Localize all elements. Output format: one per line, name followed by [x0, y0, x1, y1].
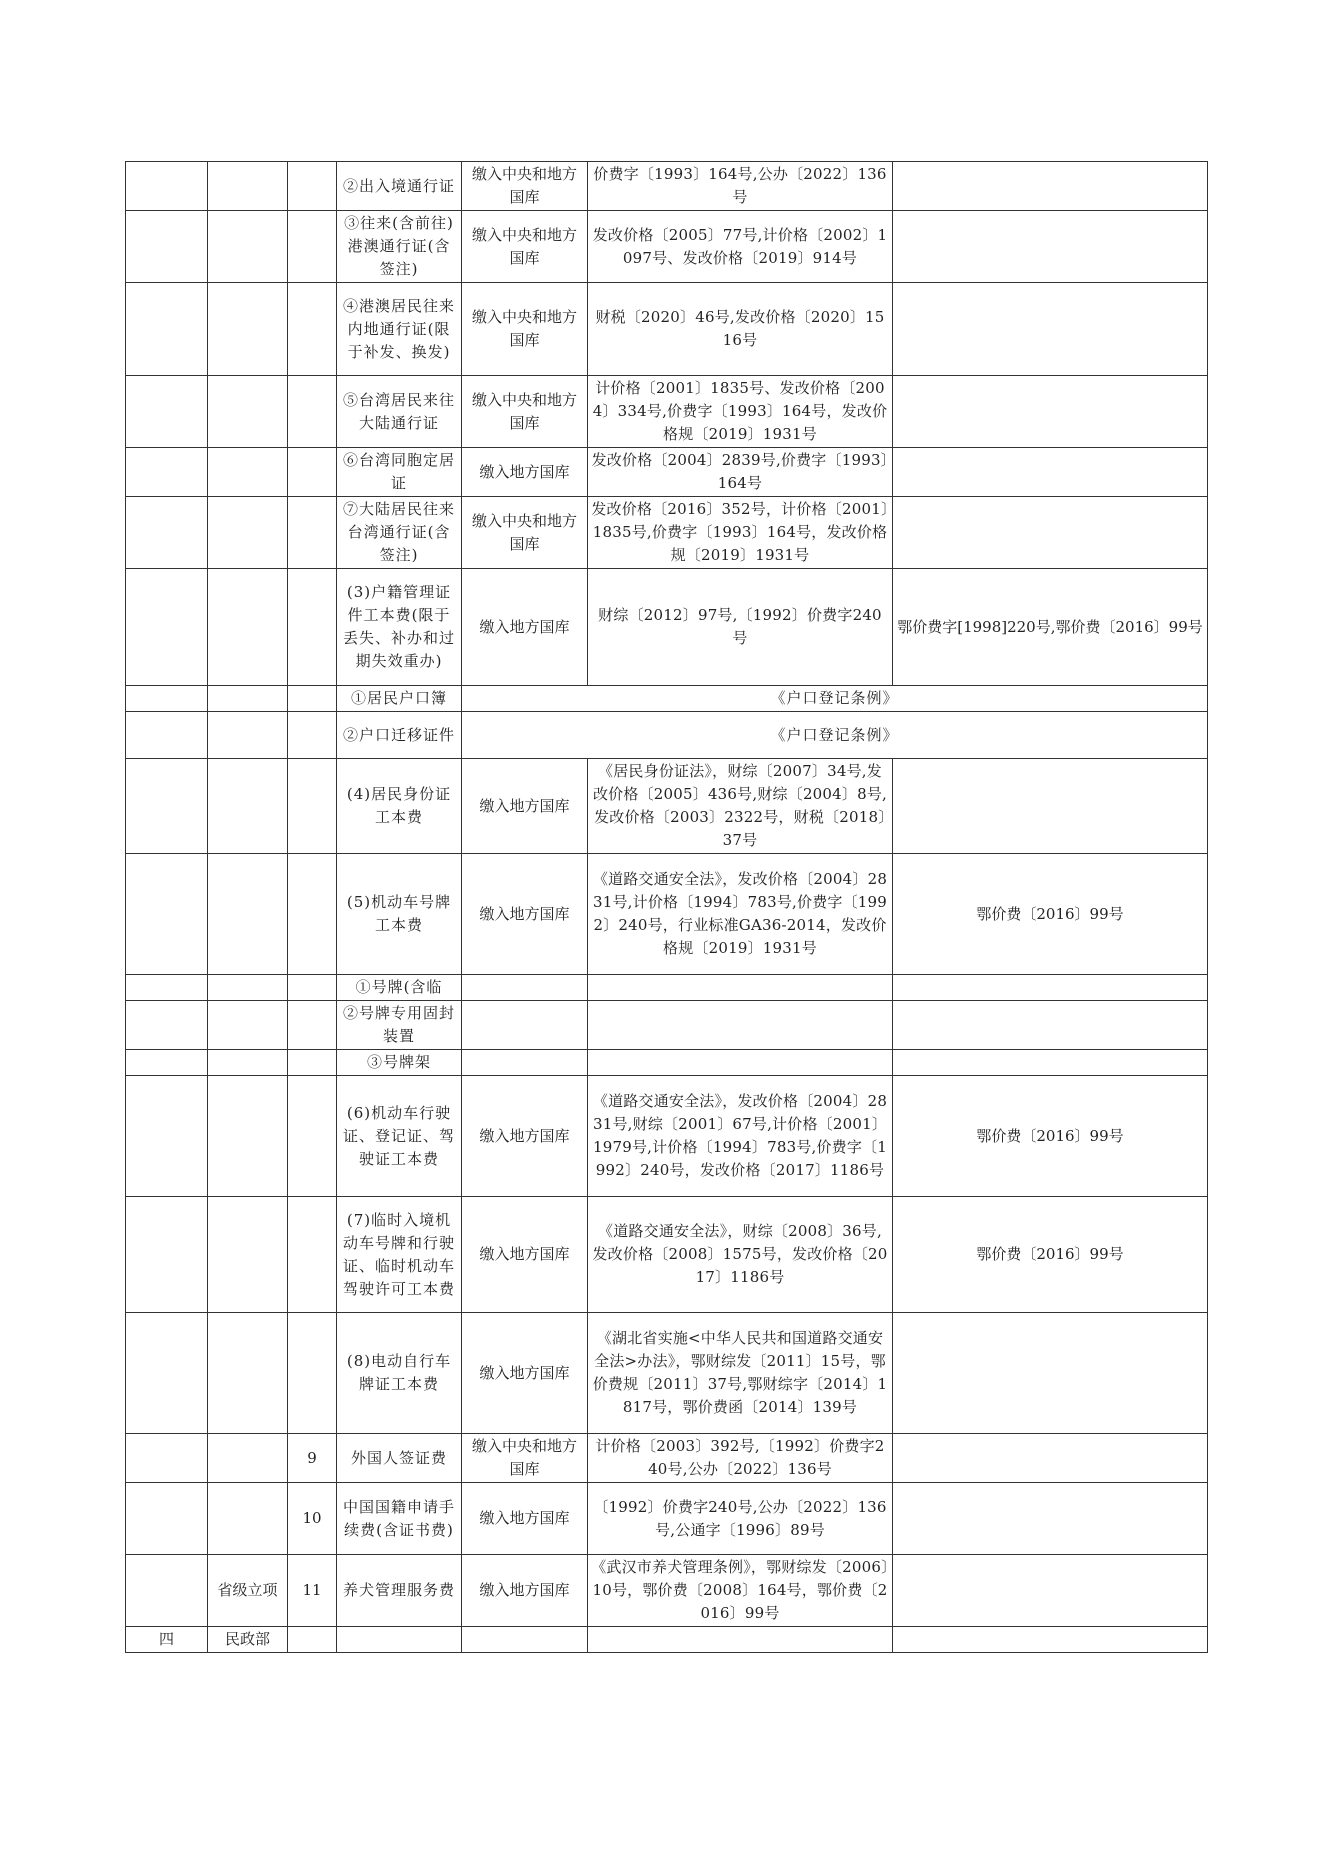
item-name-cell: ①居民户口簿: [337, 686, 462, 712]
level-cell: [208, 1197, 288, 1313]
seq-cell: [126, 854, 208, 975]
num-cell: [288, 1313, 337, 1434]
provincial-basis-cell: [893, 211, 1208, 283]
level-cell: [208, 712, 288, 759]
seq-cell: [126, 759, 208, 854]
table-row: [126, 759, 1208, 854]
merged-basis-cell: 《户口登记条例》: [462, 712, 1208, 759]
seq-cell: [126, 211, 208, 283]
basis-cell: 价费字〔1993〕164号,公办〔2022〕136号: [588, 162, 893, 211]
channel-cell: [462, 1001, 588, 1050]
level-cell: [208, 1076, 288, 1197]
level-cell: [208, 283, 288, 376]
num-cell: [288, 712, 337, 759]
level-cell: [208, 1483, 288, 1555]
basis-cell: 《武汉市养犬管理条例》，鄂财综发〔2006〕10号，鄂价费〔2008〕164号，鄂价费〔2016〕99号: [588, 1555, 893, 1627]
table-row: [126, 975, 1208, 1001]
channel-cell: [462, 1050, 588, 1076]
channel-cell: 缴入中央和地方国库: [462, 162, 588, 211]
item-name-cell: 中国国籍申请手续费(含证书费): [337, 1483, 462, 1555]
level-cell: [208, 448, 288, 497]
basis-cell: 《湖北省实施<中华人民共和国道路交通安全法>办法》，鄂财综发〔2011〕15号，鄂价费规〔2011〕37号,鄂财综字〔2014〕1817号，鄂价费函〔2014〕139号: [588, 1313, 893, 1434]
level-cell: [208, 686, 288, 712]
seq-cell: [126, 975, 208, 1001]
item-name-cell: (8)电动自行车牌证工本费: [337, 1313, 462, 1434]
provincial-basis-cell: [893, 1627, 1208, 1653]
num-cell: [288, 1001, 337, 1050]
level-cell: [208, 497, 288, 569]
seq-cell: [126, 448, 208, 497]
basis-cell: 《道路交通安全法》，财综〔2008〕36号,发改价格〔2008〕1575号，发改价格〔2017〕1186号: [588, 1197, 893, 1313]
merged-basis-cell: 《户口登记条例》: [462, 686, 1208, 712]
level-cell: [208, 759, 288, 854]
basis-cell: 计价格〔2003〕392号,〔1992〕价费字240号,公办〔2022〕136号: [588, 1434, 893, 1483]
level-cell: 省级立项: [208, 1555, 288, 1627]
table-row: [126, 1555, 1208, 1627]
provincial-basis-cell: [893, 376, 1208, 448]
table-row: [126, 1313, 1208, 1434]
provincial-basis-cell: 鄂价费〔2016〕99号: [893, 1197, 1208, 1313]
level-cell: [208, 975, 288, 1001]
num-cell: [288, 283, 337, 376]
basis-cell: 财综〔2012〕97号,〔1992〕价费字240号: [588, 569, 893, 686]
table-row: [126, 1197, 1208, 1313]
fee-table: [125, 161, 1208, 1653]
seq-cell: [126, 1313, 208, 1434]
channel-cell: [462, 1627, 588, 1653]
table-row: [126, 448, 1208, 497]
provincial-basis-cell: [893, 1001, 1208, 1050]
table-row: [126, 1434, 1208, 1483]
provincial-basis-cell: [893, 448, 1208, 497]
num-cell: 10: [288, 1483, 337, 1555]
table-row: [126, 854, 1208, 975]
level-cell: [208, 854, 288, 975]
seq-cell: [126, 497, 208, 569]
level-cell: [208, 211, 288, 283]
num-cell: 9: [288, 1434, 337, 1483]
channel-cell: 缴入地方国库: [462, 1313, 588, 1434]
num-cell: [288, 1050, 337, 1076]
channel-cell: 缴入地方国库: [462, 854, 588, 975]
channel-cell: 缴入地方国库: [462, 1197, 588, 1313]
channel-cell: 缴入中央和地方国库: [462, 497, 588, 569]
seq-cell: [126, 1197, 208, 1313]
item-name-cell: ③号牌架: [337, 1050, 462, 1076]
seq-cell: 四: [126, 1627, 208, 1653]
seq-cell: [126, 1076, 208, 1197]
table-row: [126, 497, 1208, 569]
num-cell: [288, 1076, 337, 1197]
table-row: [126, 376, 1208, 448]
seq-cell: [126, 686, 208, 712]
basis-cell: [588, 1627, 893, 1653]
item-name-cell: 外国人签证费: [337, 1434, 462, 1483]
table-row: [126, 1076, 1208, 1197]
provincial-basis-cell: [893, 1483, 1208, 1555]
level-cell: [208, 1434, 288, 1483]
channel-cell: 缴入地方国库: [462, 759, 588, 854]
channel-cell: 缴入地方国库: [462, 448, 588, 497]
provincial-basis-cell: [893, 162, 1208, 211]
table-row: [126, 162, 1208, 211]
basis-cell: 财税〔2020〕46号,发改价格〔2020〕1516号: [588, 283, 893, 376]
provincial-basis-cell: 鄂价费〔2016〕99号: [893, 854, 1208, 975]
level-cell: [208, 376, 288, 448]
item-name-cell: (7)临时入境机动车号牌和行驶证、临时机动车驾驶许可工本费: [337, 1197, 462, 1313]
num-cell: [288, 975, 337, 1001]
basis-cell: 《道路交通安全法》，发改价格〔2004〕2831号,计价格〔1994〕783号,价费字〔1992〕240号，行业标准GA36-2014，发改价格规〔2019〕1931号: [588, 854, 893, 975]
item-name-cell: (5)机动车号牌工本费: [337, 854, 462, 975]
num-cell: [288, 569, 337, 686]
item-name-cell: (4)居民身份证工本费: [337, 759, 462, 854]
item-name-cell: ②出入境通行证: [337, 162, 462, 211]
num-cell: [288, 497, 337, 569]
provincial-basis-cell: [893, 1050, 1208, 1076]
num-cell: [288, 1627, 337, 1653]
basis-cell: 发改价格〔2016〕352号，计价格〔2001〕1835号,价费字〔1993〕164号，发改价格规〔2019〕1931号: [588, 497, 893, 569]
item-name-cell: (6)机动车行驶证、登记证、驾驶证工本费: [337, 1076, 462, 1197]
basis-cell: 发改价格〔2005〕77号,计价格〔2002〕1097号、发改价格〔2019〕914号: [588, 211, 893, 283]
channel-cell: 缴入地方国库: [462, 569, 588, 686]
provincial-basis-cell: [893, 283, 1208, 376]
num-cell: [288, 854, 337, 975]
basis-cell: [588, 975, 893, 1001]
provincial-basis-cell: [893, 759, 1208, 854]
seq-cell: [126, 1434, 208, 1483]
num-cell: [288, 162, 337, 211]
seq-cell: [126, 162, 208, 211]
basis-cell: 发改价格〔2004〕2839号,价费字〔1993〕164号: [588, 448, 893, 497]
provincial-basis-cell: [893, 1313, 1208, 1434]
table-row: [126, 686, 1208, 712]
item-name-cell: ⑤台湾居民来往大陆通行证: [337, 376, 462, 448]
item-name-cell: ④港澳居民往来内地通行证(限于补发、换发): [337, 283, 462, 376]
provincial-basis-cell: 鄂价费字[1998]220号,鄂价费〔2016〕99号: [893, 569, 1208, 686]
level-cell: [208, 162, 288, 211]
basis-cell: 《居民身份证法》，财综〔2007〕34号,发改价格〔2005〕436号,财综〔2004〕8号,发改价格〔2003〕2322号，财税〔2018〕37号: [588, 759, 893, 854]
channel-cell: 缴入中央和地方国库: [462, 283, 588, 376]
table-row: [126, 569, 1208, 686]
table-row: [126, 1483, 1208, 1555]
provincial-basis-cell: 鄂价费〔2016〕99号: [893, 1076, 1208, 1197]
provincial-basis-cell: [893, 497, 1208, 569]
seq-cell: [126, 283, 208, 376]
seq-cell: [126, 376, 208, 448]
channel-cell: [462, 975, 588, 1001]
level-cell: [208, 1001, 288, 1050]
item-name-cell: 养犬管理服务费: [337, 1555, 462, 1627]
channel-cell: 缴入中央和地方国库: [462, 1434, 588, 1483]
item-name-cell: ⑥台湾同胞定居证: [337, 448, 462, 497]
seq-cell: [126, 1050, 208, 1076]
item-name-cell: ②户口迁移证件: [337, 712, 462, 759]
channel-cell: 缴入地方国库: [462, 1555, 588, 1627]
provincial-basis-cell: [893, 1555, 1208, 1627]
basis-cell: [588, 1050, 893, 1076]
seq-cell: [126, 1483, 208, 1555]
table-row: [126, 283, 1208, 376]
basis-cell: 〔1992〕价费字240号,公办〔2022〕136号,公通字〔1996〕89号: [588, 1483, 893, 1555]
basis-cell: 计价格〔2001〕1835号、发改价格〔2004〕334号,价费字〔1993〕164号，发改价格规〔2019〕1931号: [588, 376, 893, 448]
num-cell: [288, 1197, 337, 1313]
num-cell: [288, 448, 337, 497]
provincial-basis-cell: [893, 975, 1208, 1001]
seq-cell: [126, 1555, 208, 1627]
num-cell: [288, 376, 337, 448]
item-name-cell: (3)户籍管理证件工本费(限于丢失、补办和过期失效重办): [337, 569, 462, 686]
level-cell: [208, 569, 288, 686]
channel-cell: 缴入中央和地方国库: [462, 211, 588, 283]
provincial-basis-cell: [893, 1434, 1208, 1483]
table-row: [126, 1627, 1208, 1653]
basis-cell: 《道路交通安全法》，发改价格〔2004〕2831号,财综〔2001〕67号,计价格〔2001〕1979号,计价格〔1994〕783号,价费字〔1992〕240号，发改价格〔2017〕1186号: [588, 1076, 893, 1197]
item-name-cell: ①号牌(含临: [337, 975, 462, 1001]
channel-cell: 缴入地方国库: [462, 1076, 588, 1197]
seq-cell: [126, 712, 208, 759]
seq-cell: [126, 569, 208, 686]
level-cell: [208, 1313, 288, 1434]
channel-cell: 缴入中央和地方国库: [462, 376, 588, 448]
basis-cell: [588, 1001, 893, 1050]
item-name-cell: ②号牌专用固封装置: [337, 1001, 462, 1050]
table-row: [126, 712, 1208, 759]
channel-cell: 缴入地方国库: [462, 1483, 588, 1555]
table-row: [126, 211, 1208, 283]
level-cell: [208, 1050, 288, 1076]
item-name-cell: [337, 1627, 462, 1653]
seq-cell: [126, 1001, 208, 1050]
item-name-cell: ③往来(含前往)港澳通行证(含签注): [337, 211, 462, 283]
num-cell: 11: [288, 1555, 337, 1627]
table-row: [126, 1050, 1208, 1076]
table-row: [126, 1001, 1208, 1050]
level-cell: 民政部: [208, 1627, 288, 1653]
num-cell: [288, 211, 337, 283]
num-cell: [288, 686, 337, 712]
num-cell: [288, 759, 337, 854]
item-name-cell: ⑦大陆居民往来台湾通行证(含签注): [337, 497, 462, 569]
